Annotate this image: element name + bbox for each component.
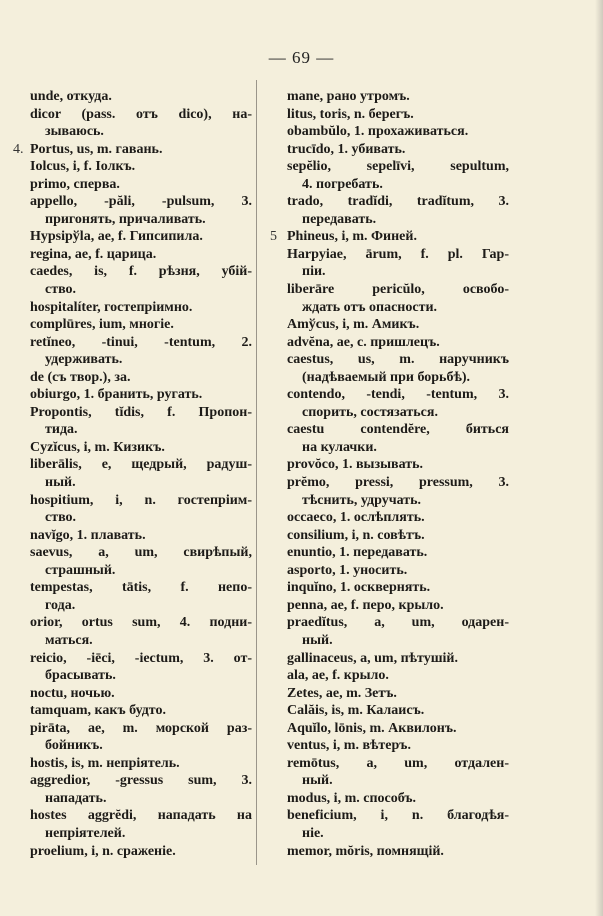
entry-headword-line: Harpyiae, ārum, f. pl. Гар-	[287, 246, 509, 262]
glossary-entry	[30, 807, 252, 842]
entry-headword-line: advĕna, ae, c. пришлецъ.	[287, 334, 440, 350]
glossary-entry	[30, 88, 252, 106]
entry-headword-line: caedes, is, f. рѣзня, убій-	[30, 264, 252, 280]
glossary-entry	[287, 720, 509, 738]
entry-headword-line: proelium, i, n. сраженіе.	[30, 843, 176, 859]
entry-headword-line: saevus, a, um, свирѣпый,	[30, 545, 252, 561]
glossary-entry	[287, 88, 509, 106]
glossary-entry	[30, 720, 252, 755]
glossary-entry	[287, 737, 509, 755]
glossary-entry	[287, 158, 509, 193]
entry-headword-line: liberāre pericŭlo, освобо-	[287, 282, 509, 298]
glossary-entry	[287, 246, 509, 281]
entry-headword-line: sepĕlio, sepelīvi, sepultum,	[287, 159, 509, 175]
page-edge	[595, 0, 603, 916]
page-number: — 69 —	[268, 48, 335, 67]
entry-headword-line: dicor (pass. отъ dico), на-	[30, 106, 252, 122]
entry-headword-line: liberālis, e, щедрый, радуш-	[30, 457, 252, 473]
entry-headword-line: praedĭtus, a, um, одарен-	[287, 615, 509, 631]
glossary-entry	[287, 351, 509, 386]
entry-headword-line: obambŭlo, 1. прохаживаться.	[287, 124, 469, 140]
entry-headword-line: ala, ae, f. крыло.	[287, 668, 389, 684]
glossary-entry	[30, 386, 252, 404]
entry-headword-line: trucīdo, 1. убивать.	[287, 141, 406, 157]
entry-continuation-line: страшный.	[45, 562, 116, 578]
glossary-entry	[30, 246, 252, 264]
entry-headword-line: retĭneo, -tinui, -tentum, 2.	[30, 334, 252, 350]
glossary-entry	[287, 141, 509, 159]
entry-continuation-line: спорить, состязаться.	[302, 404, 438, 420]
entry-continuation-line: пригонять, причаливать.	[45, 211, 206, 227]
entry-headword-line: beneficium, i, n. благодѣя-	[287, 808, 509, 824]
entry-headword-line: hostes aggrĕdi, нападать на	[30, 808, 252, 824]
glossary-entry	[30, 369, 252, 387]
entry-continuation-line: маться.	[45, 632, 93, 648]
entry-headword-line: caestus, us, m. наручникъ	[287, 352, 509, 368]
glossary-entry	[287, 597, 509, 615]
entry-headword-line: obiurgo, 1. бранить, ругать.	[30, 387, 203, 403]
glossary-entry	[30, 334, 252, 369]
entry-headword-line: modus, i, m. способъ.	[287, 790, 417, 806]
entry-continuation-line: ство.	[45, 510, 77, 526]
glossary-entry	[287, 790, 509, 808]
glossary-entry	[287, 509, 509, 527]
glossary-entry	[30, 158, 252, 176]
glossary-entry	[30, 527, 252, 545]
entry-headword-line: hostis, is, m. непріятель.	[30, 755, 180, 771]
entry-headword-line: de (съ твор.), за.	[30, 369, 131, 385]
entry-headword-line: reicio, -iēci, -iectum, 3. от-	[30, 650, 252, 666]
entry-continuation-line: ный.	[302, 632, 333, 648]
glossary-entry	[30, 316, 252, 334]
entry-headword-line: occaeco, 1. ослѣплять.	[287, 510, 425, 526]
entry-headword-line: tempestas, tātis, f. непо-	[30, 580, 252, 596]
glossary-entry	[287, 123, 509, 141]
entry-continuation-line: ство.	[45, 282, 77, 298]
entry-headword-line: litus, toris, n. берегъ.	[287, 106, 414, 122]
entry-headword-line: caestu contendĕre, биться	[287, 422, 509, 438]
glossary-entry	[30, 650, 252, 685]
entry-headword-line: regina, ae, f. царица.	[30, 246, 157, 262]
glossary-entry	[30, 685, 252, 703]
entry-headword-line: contendo, -tendi, -tentum, 3.	[287, 387, 509, 403]
entry-headword-line: gallinaceus, a, um, пѣтушій.	[287, 650, 459, 666]
glossary-entry	[30, 439, 252, 457]
glossary-entry	[30, 228, 252, 246]
glossary-entry	[30, 106, 252, 141]
entry-headword-line: Phineus, i, m. Финей.	[287, 229, 417, 245]
entry-headword-line: consilium, i, n. совѣтъ.	[287, 527, 425, 543]
entry-headword-line: Iolcus, i, f. Іолкъ.	[30, 159, 136, 175]
glossary-entry	[287, 755, 509, 790]
entry-headword-line: Portus, us, m. гавань.	[30, 141, 163, 157]
entry-continuation-line: 4. погребать.	[302, 176, 383, 192]
entry-continuation-line: тѣснить, удручать.	[302, 492, 422, 508]
entry-continuation-line: ный.	[302, 773, 333, 789]
glossary-entry	[287, 807, 509, 842]
glossary-entry	[287, 579, 509, 597]
glossary-entry	[287, 193, 509, 228]
entry-continuation-line: ждать отъ опасности.	[302, 299, 438, 315]
entry-headword-line: hospitium, i, n. гостепріим-	[30, 492, 252, 508]
glossary-entry	[287, 614, 509, 649]
entry-headword-line: Cyzĭcus, i, m. Кизикъ.	[30, 439, 165, 455]
entry-headword-line: penna, ae, f. перо, крыло.	[287, 597, 444, 613]
glossary-entry	[287, 474, 509, 509]
entry-headword-line: aggredior, -gressus sum, 3.	[30, 773, 252, 789]
entry-continuation-line: непріятелей.	[45, 825, 126, 841]
entry-continuation-line: удерживать.	[45, 352, 123, 368]
entry-headword-line: orior, ortus sum, 4. подни-	[30, 615, 252, 631]
entry-headword-line: Zetes, ae, m. Зетъ.	[287, 685, 397, 701]
line-marker: 4.	[13, 141, 24, 157]
entry-headword-line: Propontis, tĭdis, f. Пропон-	[30, 404, 252, 420]
entry-headword-line: trado, tradĭdi, tradĭtum, 3.	[287, 194, 509, 210]
entry-continuation-line: піи.	[302, 264, 326, 280]
entry-headword-line: prĕmo, pressi, pressum, 3.	[287, 475, 509, 491]
glossary-entry	[13, 141, 252, 159]
entry-headword-line: pirāta, ae, m. морской раз-	[30, 720, 252, 736]
entry-continuation-line: на кулачки.	[302, 439, 377, 455]
entry-continuation-line: ный.	[45, 475, 76, 491]
entry-headword-line: Aquĭlo, lōnis, m. Аквилонъ.	[287, 720, 457, 736]
entry-continuation-line: нападать.	[45, 790, 107, 806]
glossary-entry	[30, 456, 252, 491]
glossary-entry	[30, 579, 252, 614]
glossary-entry	[30, 544, 252, 579]
entry-headword-line: asporto, 1. уносить.	[287, 562, 408, 578]
glossary-entry	[287, 106, 509, 124]
glossary-entry	[287, 562, 509, 580]
entry-headword-line: memor, mŏris, помнящій.	[287, 843, 444, 859]
glossary-entry	[30, 702, 252, 720]
glossary-entry	[30, 193, 252, 228]
line-marker: 5	[270, 229, 277, 245]
glossary-entry	[287, 544, 509, 562]
glossary-entry	[287, 421, 509, 456]
glossary-entry	[287, 527, 509, 545]
glossary-entry	[287, 281, 509, 316]
entry-continuation-line: ніе.	[302, 825, 324, 841]
entry-continuation-line: зываюсь.	[45, 124, 104, 140]
entry-headword-line: Hypsipўla, ae, f. Гипсипила.	[30, 229, 203, 245]
glossary-entry	[30, 772, 252, 807]
glossary-entry	[287, 334, 509, 352]
entry-headword-line: inquĭno, 1. осквернять.	[287, 580, 431, 596]
entry-headword-line: mane, рано утромъ.	[287, 89, 410, 104]
entry-headword-line: unde, откуда.	[30, 89, 112, 104]
right-column	[270, 88, 509, 860]
entry-headword-line: complūres, ium, многіе.	[30, 317, 174, 333]
glossary-entry	[287, 702, 509, 720]
entry-continuation-line: брасывать.	[45, 668, 116, 684]
entry-headword-line: ventus, i, m. вѣтеръ.	[287, 738, 411, 754]
entry-headword-line: appello, -păli, -pulsum, 3.	[30, 194, 252, 210]
glossary-entry	[30, 404, 252, 439]
glossary-entry	[30, 614, 252, 649]
glossary-entry	[287, 316, 509, 334]
entry-continuation-line: тида.	[45, 422, 78, 438]
column-divider	[256, 80, 257, 865]
entry-headword-line: primo, сперва.	[30, 176, 120, 192]
entry-headword-line: hospitalíter, гостепріимно.	[30, 299, 193, 315]
glossary-entry	[287, 386, 509, 421]
entry-headword-line: tamquam, какъ будто.	[30, 703, 167, 719]
entry-headword-line: navĭgo, 1. плавать.	[30, 527, 146, 543]
glossary-entry	[30, 843, 252, 861]
glossary-entry	[30, 176, 252, 194]
entry-headword-line: Calăis, is, m. Калаисъ.	[287, 703, 425, 719]
glossary-entry	[30, 263, 252, 298]
entry-headword-line: Amўcus, i, m. Амикъ.	[287, 317, 420, 333]
glossary-entry	[287, 843, 509, 861]
glossary-entry	[287, 667, 509, 685]
entry-continuation-line: (надѣваемый при борьбѣ).	[302, 369, 471, 385]
entry-continuation-line: передавать.	[302, 211, 377, 227]
entry-continuation-line: года.	[45, 597, 76, 613]
glossary-entry	[287, 685, 509, 703]
entry-headword-line: provŏco, 1. вызывать.	[287, 457, 423, 473]
entry-headword-line: noctu, ночью.	[30, 685, 115, 701]
entry-continuation-line: бойникъ.	[45, 738, 103, 754]
glossary-entry	[270, 228, 509, 246]
glossary-entry	[30, 299, 252, 317]
glossary-entry	[287, 456, 509, 474]
left-column	[13, 88, 252, 860]
entry-headword-line: remōtus, a, um, отдален-	[287, 755, 509, 771]
glossary-entry	[287, 650, 509, 668]
entry-headword-line: enuntio, 1. передавать.	[287, 545, 428, 561]
glossary-entry	[30, 755, 252, 773]
glossary-entry	[30, 492, 252, 527]
